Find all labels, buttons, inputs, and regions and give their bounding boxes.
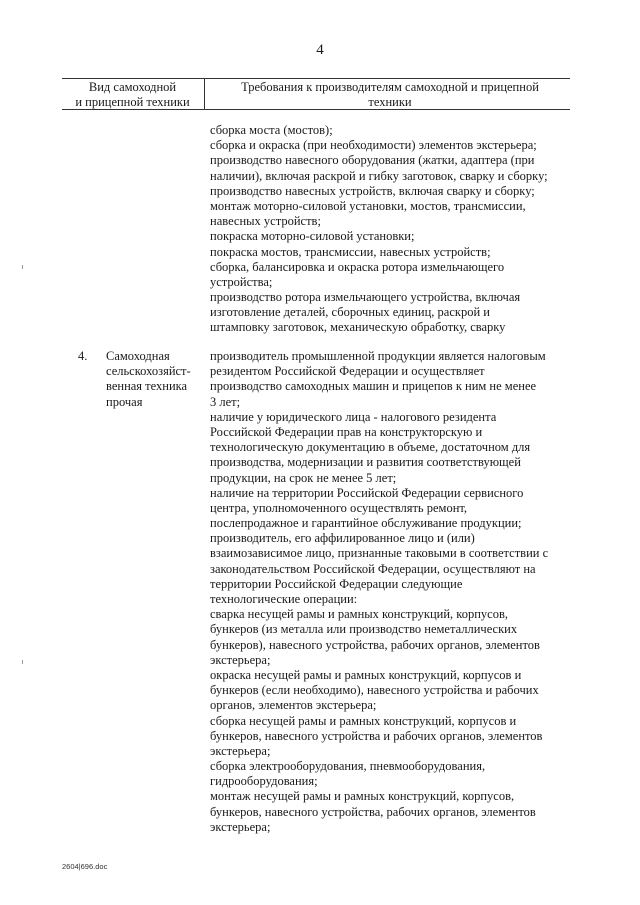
requirement-line: технологические операции: — [210, 592, 358, 606]
requirement-line: покраска мостов, трансмиссии, навесных устройств; — [210, 244, 491, 259]
requirement-line: Российской Федерации прав на конструкторскую и — [210, 424, 483, 439]
row-vehicle-type — [106, 349, 206, 410]
requirement-line: наличие у юридического лица - налогового резидента — [210, 409, 497, 424]
requirement-line: резидентом Российской Федерации и осуществляет — [210, 364, 485, 379]
requirement-line: монтаж несущей рамы и рамных конструкций, корпусов, — [210, 789, 515, 804]
vehicle-type-line: венная техника — [106, 379, 188, 394]
row-requirements — [210, 349, 590, 835]
requirement-line: сварка несущей рамы и рамных конструкций, корпусов, — [210, 607, 508, 622]
requirement-line: покраска моторно-силовой установки; — [210, 229, 415, 244]
header-vehicle-type — [62, 79, 203, 110]
continuation-requirements — [210, 123, 590, 336]
requirement-line: производство навесного оборудования (жатки, адаптера (при — [210, 153, 535, 168]
requirement-line: окраска несущей рамы и рамных конструкций, корпусов и — [210, 667, 522, 682]
requirement-line: технологическую документацию в объеме, достаточном для — [210, 440, 531, 455]
header-divider — [204, 79, 205, 109]
requirement-line: устройства; — [210, 274, 273, 289]
requirement-line: сборка и окраска (при необходимости) элементов экстерьера; — [210, 138, 537, 153]
requirement-line: экстерьера; — [210, 652, 271, 667]
requirement-line: производитель промышленной продукции является налоговым — [210, 349, 546, 363]
header-vehicle-type-line: и прицепной техники — [75, 94, 190, 109]
header-requirements — [210, 79, 570, 110]
requirement-line: 3 лет; — [210, 394, 241, 409]
requirement-line: наличие на территории Российской Федерации сервисного — [210, 485, 524, 500]
requirement-line: производство навесных устройств, включая сварку и сборку; — [210, 183, 535, 198]
requirement-line: территории Российской Федерации следующие — [210, 576, 463, 591]
requirement-line: сборка электрооборудования, пневмооборудования, — [210, 759, 486, 774]
requirement-line: бункеров, навесного устройства, рабочих органов, элементов — [210, 804, 536, 819]
requirement-line: монтаж моторно-силовой установки, мостов, трансмиссии, — [210, 198, 526, 213]
requirement-line: навесных устройств; — [210, 214, 321, 229]
requirement-line: бункеров (если необходимо), навесного устройства и рабочих — [210, 683, 539, 698]
requirement-line: сборка, балансировка и окраска ротора измельчающего — [210, 259, 505, 274]
requirement-line: продукции, на срок не менее 5 лет; — [210, 470, 397, 485]
requirement-line: бункеров, навесного устройства и рабочих органов, элементов — [210, 728, 543, 743]
requirement-line: экстерьера; — [210, 819, 271, 834]
margin-mark — [22, 660, 23, 664]
page-number: 4 — [316, 42, 324, 58]
requirement-line: штамповку заготовок, механическую обработку, сварку — [210, 320, 506, 335]
requirement-line: производство самоходных машин и прицепов к ним не менее — [210, 379, 537, 394]
header-requirements-line: Требования к производителям самоходной и прицепной — [241, 80, 539, 94]
requirement-line: наличии), включая раскрой и гибку заготовок, сварку и сборку; — [210, 168, 548, 183]
requirement-line: центра, уполномоченного осуществлять ремонт, — [210, 500, 468, 515]
requirement-line: бункеров), навесного устройства, рабочих органов, элементов — [210, 637, 540, 652]
vehicle-type-line: сельскохозяйст- — [106, 364, 191, 379]
header-vehicle-type-line: Вид самоходной — [88, 80, 177, 94]
requirement-line: сборка несущей рамы и рамных конструкций, корпусов и — [210, 713, 517, 728]
margin-mark — [22, 265, 23, 269]
requirement-line: сборка моста (мостов); — [210, 123, 333, 137]
requirement-line: органов, элементов экстерьера; — [210, 698, 377, 713]
document-code: 2604|696.doc — [62, 862, 108, 871]
requirement-line: изготовление деталей, сборочных единиц, раскрой и — [210, 305, 490, 320]
row-number: 4. — [78, 349, 88, 363]
table-header — [62, 78, 570, 110]
vehicle-type-line: прочая — [106, 394, 143, 409]
vehicle-type-line: Самоходная — [106, 349, 170, 363]
requirement-line: производство ротора измельчающего устройства, включая — [210, 290, 521, 305]
requirement-line: гидрооборудования; — [210, 774, 318, 789]
requirement-line: бункеров (из металла или производство неметаллических — [210, 622, 518, 637]
requirement-line: законодательством Российской Федерации, осуществляют на — [210, 561, 536, 576]
requirement-line: послепродажное и гарантийное обслуживание продукции; — [210, 516, 522, 531]
requirement-line: взаимозависимое лицо, признанные таковыми в соответствии с — [210, 546, 549, 561]
requirement-line: производитель, его аффилированное лицо и (или) — [210, 531, 475, 546]
header-requirements-line: техники — [368, 94, 412, 109]
requirement-line: экстерьера; — [210, 743, 271, 758]
requirement-line: производства, модернизации и развития соответствующей — [210, 455, 521, 470]
